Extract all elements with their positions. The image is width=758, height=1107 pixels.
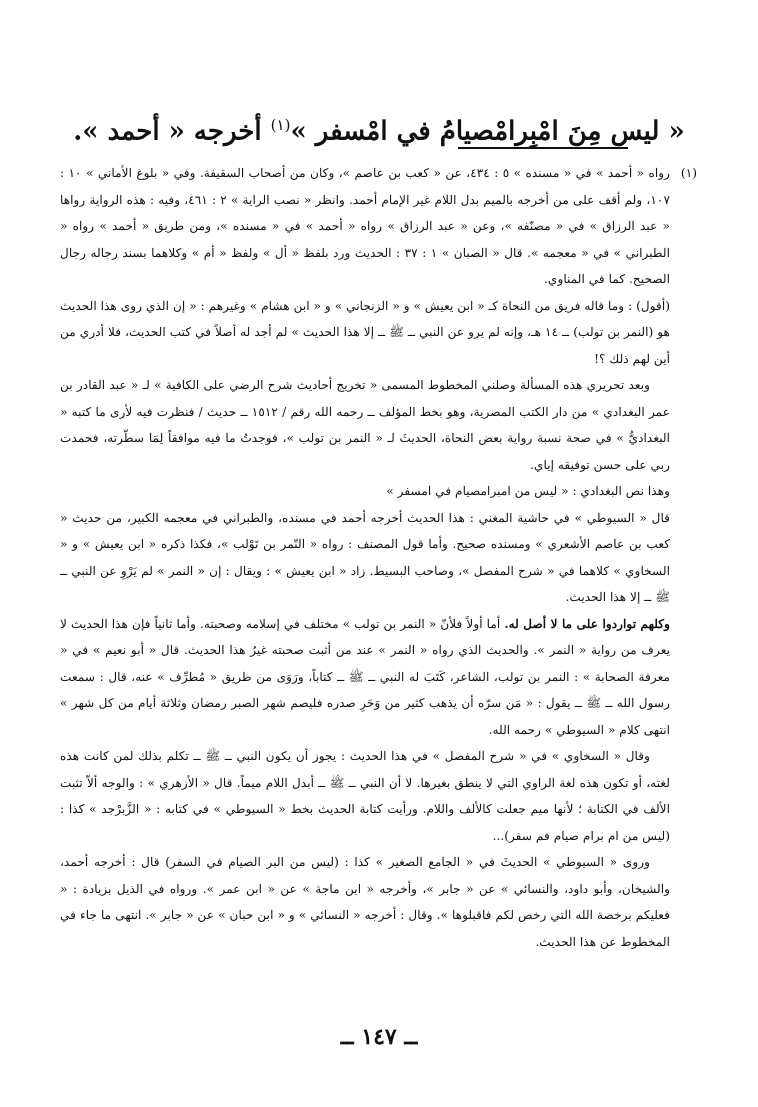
footnote-para-2: (أقول) : وما قاله فريق من النحاة كـ « ابن يعيش » و « الزنجاني » و « ابن هشام » وغيرهم : « إن الذي روى هذا الحديث هو (النمر بن تولب) ــ ١٤ هـ، وإنه لم يرو عن النبي ــ ﷺ ــ إلا هذا الحديث » لم أجد له أصلاً في كتب الحديث، فلا أدري من أين لهم ذلك ؟! bbox=[60, 298, 670, 366]
footnote-body bbox=[60, 160, 697, 955]
heading-source: أخرجه « أحمد ». bbox=[73, 117, 262, 148]
footnote-para-6-rest: أما أولاً فلأنّ « النمر بن تولب » مختلف في إسلامه وصحبته. وأما ثانياً فإن هذا الحديث لا يعرف من رواية « النمر ». والحديث الذي رواه « النمر » عند من أثبت صحبته غيرُ هذا الحديث. قال « أبو نعيم » في « معرفة الصحابة » : النمر بن تولب، الشاعر، كَتَبَ له النبي ــ ﷺ ــ كتاباً، ورَوَى من طريق « مُطرِّف » عنه، قال : سمعت رسول الله ــ ﷺ ــ يقول : « مَن سرّه أن يذهب كثير من وَحَرِ صدره فليصم شهر الصبر رمضان وثلاثة أيام من كل شهر » انتهى كلام « السيوطي » رحمه الله. bbox=[60, 616, 670, 737]
footnote-separator bbox=[458, 147, 628, 149]
footnote-para-7: وقال « السخاوي » في « شرح المفصل » في هذا الحديث : يجوز أن يكون النبي ــ ﷺ ــ تكلم بذلك لمن كانت هذه لغته، أو تكون هذه لغة الراوي التي لا ينطق بغيرها. لا أن النبي ــ ﷺ ــ أبدل اللام ميماً. قال « الأزهري » : والوجه ألاّ تثبت الألف في الكتابة ؛ لأنها ميم جعلت كالألف واللام. ورأيت كتابة الحديث بخط « السيوطي » في كتابه : « الزَّبرْجد » كذا : (ليس من ام برام صيام فم سفر)... bbox=[60, 749, 670, 843]
hadith-heading bbox=[70, 105, 688, 152]
footnote-para-6 bbox=[60, 611, 670, 744]
bold-statement: وكلهم تواردوا على ما لا أصل له. bbox=[504, 616, 670, 631]
footnote-para-8: وروى « السيوطي » الحديثَ في « الجامع الصغير » كذا : (ليس من البر الصيام في السفر) قال : أخرجه أحمد، والشيخان، وأبو داود، والنسائي » عن « جابر »، وأخرجه « ابن ماجة » عن « ابن عمر ». ورواه في الذيل بزيادة : « فعليكم برخصة الله التي رخص لكم فاقبلوها ». وقال : أخرجه « النسائي » و « ابن حبان » عن « جابر ». انتهى ما جاء في المخطوط عن هذا الحديث. bbox=[60, 855, 670, 949]
footnote-para-5: قال « السيوطي » في حاشية المغني : هذا الحديث أخرجه أحمد في مسنده، والطبراني في معجمه الكبير، من حديث « كعب بن عاصم الأشعري » ومسنده صحيح. وأما قول المصنف : رواه « النّمر بن تَوْلب »، فكذا ذكره « ابن يعيش » و « السخاوي » كلاهما في « شرح المفصل »، وصاحب البسيط. زاد « ابن يعيش » : ويقال : إن « النمر » لم يَرْوِ عن النبي ــ ﷺ ــ إلا هذا الحديث. bbox=[60, 510, 670, 604]
footnote-label: (١) bbox=[680, 166, 697, 180]
footnote-para-3: وبعد تحريري هذه المسألة وصلني المخطوط المسمى « تخريج أحاديث شرح الرضي على الكافية » لـ « عبد القادر بن عمر البغدادي » من دار الكتب المصرية، وهو بخط المؤلف ــ رحمه الله رقم / ١٥١٢ ــ حديث / فنظرت فيه لأرى ما كتبه « البغداديُّ » في صحة نسبة رواية بعض النحاة، الحديثَ لـ « النمر بن تولب »، فوجدتُ ما فيه موافقاً لِمَا سطّرته، فحمدت ربي على حسن توفيقه إياي. bbox=[60, 378, 670, 472]
hadith-text: « ليس مِنَ امْبِرامْصيامُ في امْسفر » bbox=[290, 117, 685, 148]
footnote-ref: (١) bbox=[270, 116, 291, 135]
footnote-para-1: رواه « أحمد » في « مسنده » ٥ : ٤٣٤، عن « كعب بن عاصم »، وكان من أصحاب السقيفة. وفي « بلوغ الأماني » ١٠ : ١٠٧، ولم أقف على من أخرجه بالميم بدل اللام غير الإمام أحمد. وانظر « نصب الراية » ٢ : ٤٦١، وفيه : هذه الرواية رواها « عبد الرزاق » في « مصنّفه »، وعن « عبد الرزاق » رواه « أحمد » في « مسنده »، ومن طريق « أحمد » رواه « الطبراني » في « معجمه ». قال « الصبان » ١ : ٣٧ : الحديث ورد بلفظ « أل » ولفظ « أم » وكلاهما بسند رجاله رجال الصحيح. كما في المناوي. bbox=[60, 166, 671, 286]
page-number: ــ ١٤٧ ــ bbox=[340, 1024, 418, 1050]
footnote-para-4: وهذا نص البغدادي : « ليس من امبرامصيام في امسفر » bbox=[386, 484, 670, 498]
